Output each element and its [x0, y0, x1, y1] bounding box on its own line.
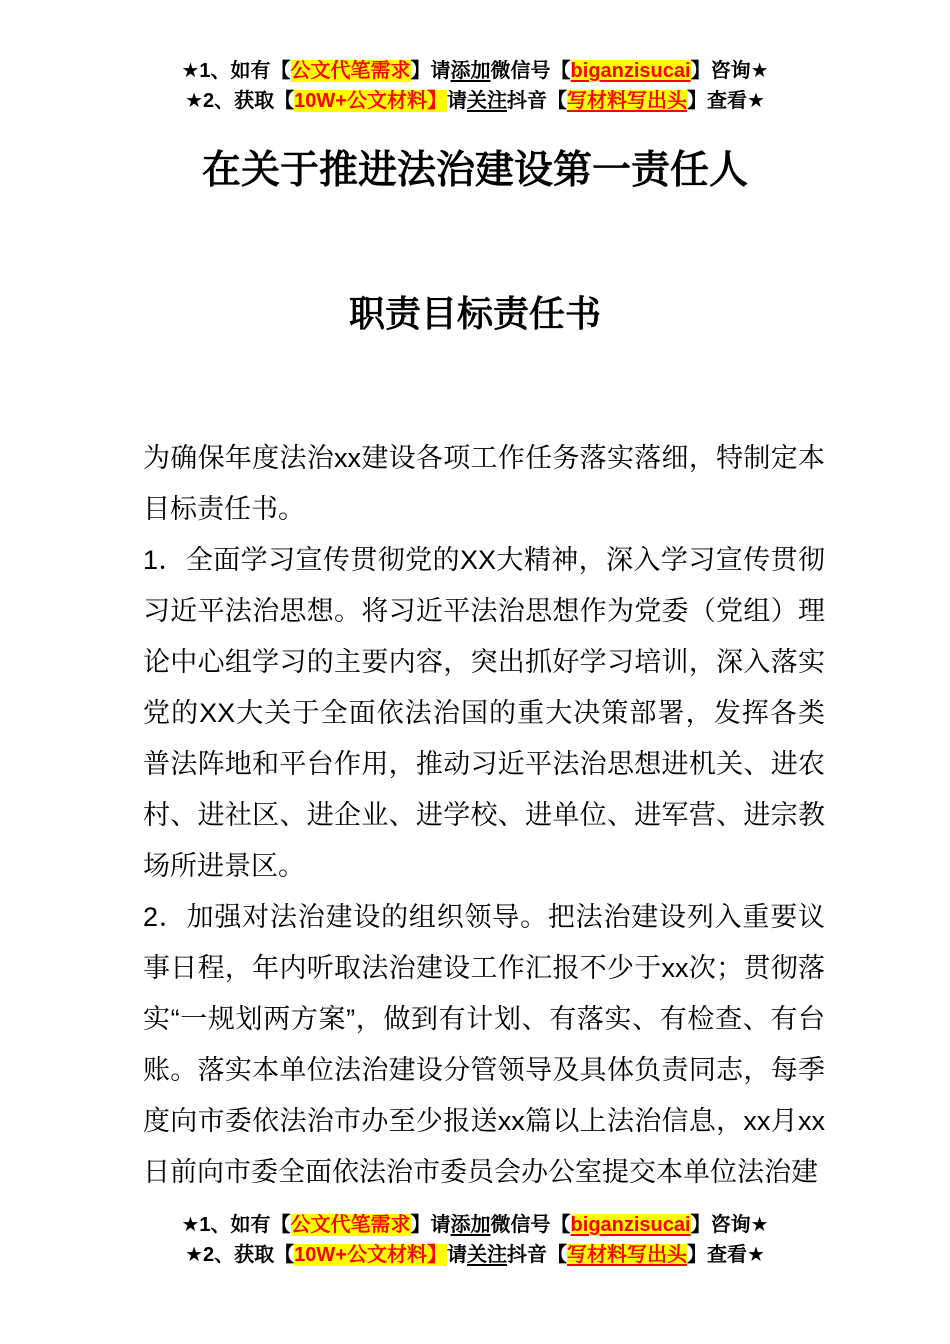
promo-underline-add: 添加 — [450, 60, 491, 82]
promo-header-line-2 — [0, 86, 950, 116]
promo-highlight-service: 公文代笔需求 — [290, 1214, 411, 1236]
promo-footer-line-1 — [0, 1210, 950, 1240]
promo-plain-text: 请 — [446, 1244, 467, 1266]
promo-wechat-id: biganzisucai — [570, 1214, 691, 1236]
promo-douyin-id: 写材料写出头 — [566, 1244, 687, 1266]
promo-plain-text: 】咨询★ — [690, 60, 769, 82]
promo-plain-text: ★2、获取【 — [185, 90, 295, 112]
promo-wechat-id: biganzisucai — [570, 60, 691, 82]
promo-plain-text: 抖音【 — [506, 1244, 567, 1266]
promo-header — [0, 56, 950, 116]
promo-plain-text: ★1、如有【 — [181, 1214, 291, 1236]
promo-plain-text: 】咨询★ — [690, 1214, 769, 1236]
document-title-line-2: 职责目标责任书 — [348, 293, 601, 334]
promo-plain-text: 】查看★ — [686, 90, 765, 112]
promo-plain-text: 】请 — [410, 1214, 451, 1236]
promo-plain-text: 】请 — [410, 60, 451, 82]
paragraph-item-1: 1．全面学习宣传贯彻党的XX大精神，深入学习宣传贯彻习近平法治思想。将习近平法治思想作为党委（党组）理论中心组学习的主要内容，突出抓好学习培训，深入落实党的XX大关于全面依法治国的重大决策部署，发挥各类普法阵地和平台作用，推动习近平法治思想进机关、进农村、进社区、进企业、进学校、进单位、进军营、进宗教场所进景区。 — [143, 545, 825, 881]
promo-highlight-service: 公文代笔需求 — [290, 60, 411, 82]
promo-highlight-materials: 10W+公文材料】 — [294, 1244, 447, 1266]
document-body — [143, 433, 825, 1198]
promo-underline-follow: 关注 — [466, 90, 507, 112]
promo-plain-text: 微信号【 — [490, 1214, 571, 1236]
promo-footer — [0, 1210, 950, 1270]
promo-header-line-1 — [0, 56, 950, 86]
promo-underline-follow: 关注 — [466, 1244, 507, 1266]
promo-plain-text: 抖音【 — [506, 90, 567, 112]
promo-footer-line-2 — [0, 1240, 950, 1270]
promo-highlight-materials: 10W+公文材料】 — [294, 90, 447, 112]
promo-plain-text: ★1、如有【 — [181, 60, 291, 82]
promo-plain-text: 】查看★ — [686, 1244, 765, 1266]
promo-douyin-id: 写材料写出头 — [566, 90, 687, 112]
promo-underline-add: 添加 — [450, 1214, 491, 1236]
paragraph-intro: 为确保年度法治xx建设各项工作任务落实落细，特制定本目标责任书。 — [143, 443, 825, 524]
paragraph-item-2: 2．加强对法治建设的组织领导。把法治建设列入重要议事日程，年内听取法治建设工作汇报不少于xx次；贯彻落实“一规划两方案”，做到有计划、有落实、有检查、有台账。落实本单位法治建设分管领导及具体负责同志，每季度向市委依法治市办至少报送xx篇以上法治信息，xx月xx日前向市委全面依法治市委员会办公室提交本单位法治建 — [143, 902, 825, 1187]
promo-plain-text: 微信号【 — [490, 60, 571, 82]
document-title-line-1: 在关于推进法治建设第一责任人 — [201, 149, 748, 192]
promo-plain-text: 请 — [446, 90, 467, 112]
promo-plain-text: ★2、获取【 — [185, 1244, 295, 1266]
